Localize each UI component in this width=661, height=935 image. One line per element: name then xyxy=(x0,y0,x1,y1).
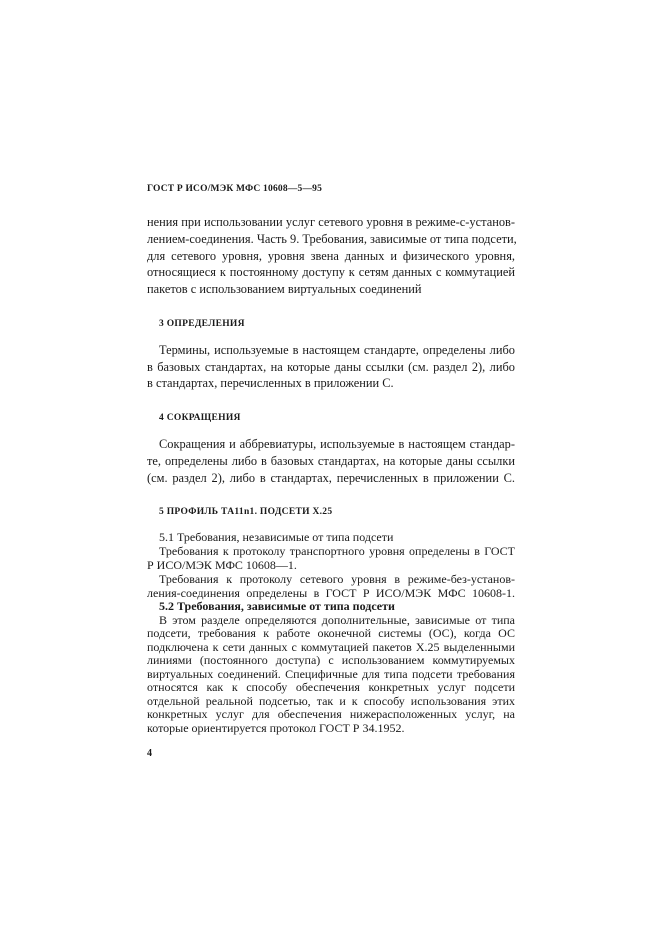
text-line: в стандартах, перечисленных в приложении С. xyxy=(147,376,394,390)
subsection-5-1-heading: 5.1 Требования, независимые от типа подсети xyxy=(159,530,394,544)
text-line: ления-соединения определены в ГОСТ Р ИСО/МЭК МФС 10608-1. xyxy=(147,586,515,600)
section-4-heading: 4 СОКРАЩЕНИЯ xyxy=(159,413,241,423)
text-line: относящиеся к постоянному доступу к сетям данных с коммутацией xyxy=(147,265,515,279)
text-line: Требования к протоколу транспортного уровня определены в ГОСТ xyxy=(159,544,515,558)
text-line: Р ИСО/МЭК МФС 10608—1. xyxy=(147,558,297,572)
section-3-heading: 3 ОПРЕДЕЛЕНИЯ xyxy=(159,319,245,329)
text-line: для сетевого уровня, уровня звена данных и физического уровня, xyxy=(147,249,515,263)
running-header: ГОСТ Р ИСО/МЭК МФС 10608—5—95 xyxy=(147,184,323,194)
text-line: отдельной реальной подсетью, так и к способу использования этих xyxy=(147,694,515,708)
text-line: те, определены либо в базовых стандартах, на которые даны ссылки xyxy=(147,454,515,468)
text-line: которые ориентируется протокол ГОСТ Р 34.1952. xyxy=(147,721,405,735)
text-line: нения при использовании услуг сетевого уровня в режиме-с-установ- xyxy=(147,215,515,229)
section-5-heading: 5 ПРОФИЛЬ ТА11n1. ПОДСЕТИ Х.25 xyxy=(159,507,333,517)
text-line: (см. раздел 2), либо в стандартах, перечисленных в приложении С. xyxy=(147,471,515,485)
subsection-5-2-heading: 5.2 Требования, зависимые от типа подсети xyxy=(159,599,395,613)
text-line: пакетов с использованием виртуальных соединений xyxy=(147,282,422,296)
text-line: лением-соединения. Часть 9. Требования, зависимые от типа подсети, xyxy=(147,232,517,246)
text-line: Требования к протоколу сетевого уровня в режиме-без-установ- xyxy=(159,572,515,586)
text-line: подсети, требования к работе оконечной системы (ОС), когда ОС xyxy=(147,626,515,640)
text-line: В этом разделе определяются дополнительные, зависимые от типа xyxy=(159,613,515,627)
text-line: Сокращения и аббревиатуры, используемые в настоящем стандар- xyxy=(159,437,515,451)
text-line: относятся как к способу обеспечения конкретных услуг подсети xyxy=(147,680,515,694)
text-line: подключена к сети данных с коммутацией пакетов Х.25 выделенными xyxy=(147,640,515,654)
text-line: в базовых стандартах, на которые даны ссылки (см. раздел 2), либо xyxy=(147,360,515,374)
text-line: конкретных услуг для обеспечения нижерасположенных услуг, на xyxy=(147,707,515,721)
text-line: виртуальных соединений. Специфичные для типа подсети требования xyxy=(147,667,515,681)
text-line: Термины, используемые в настоящем стандарте, определены либо xyxy=(159,343,515,357)
page-number: 4 xyxy=(147,748,152,759)
text-line: линиями (постоянного доступа) с использованием коммутируемых xyxy=(147,653,515,667)
